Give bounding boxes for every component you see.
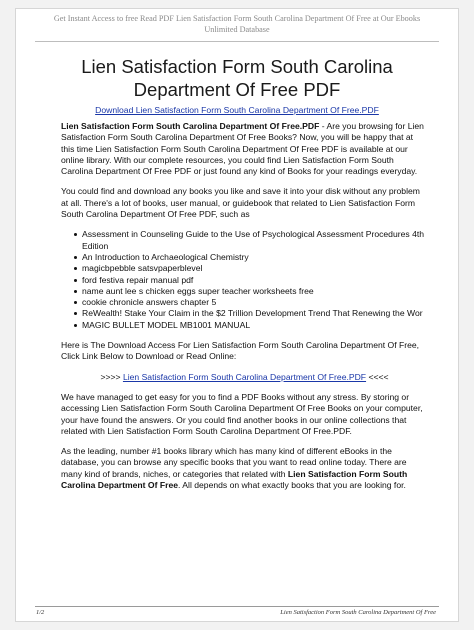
download-link-line xyxy=(61,372,428,383)
intro-text: - Are you browsing for Lien Satisfaction Form South Carolina Department Of Free Books? Now, you will be happy that at this time Lien Satisfaction Form South Carolina Department Of Free PDF is available at our online library. With our complete resources, you could find Lien Satisfaction Form South Carolina Department Of Free PDF or just found any kind of Books for your readings everyday. xyxy=(61,121,424,177)
list-item: MAGIC BULLET MODEL MB1001 MANUAL xyxy=(74,320,428,331)
intro-paragraph xyxy=(61,121,428,177)
document-page xyxy=(15,8,459,622)
list-item: ReWealth! Stake Your Claim in the $2 Trillion Development Trend That Renewing the Wor xyxy=(74,308,428,319)
list-item: ford festiva repair manual pdf xyxy=(74,275,428,286)
link-prefix: >>>> xyxy=(100,371,123,382)
pdf-download-link[interactable]: Lien Satisfaction Form South Carolina Department Of Free.PDF xyxy=(122,371,367,382)
banner-line-1: Get Instant Access to free Read PDF Lien Satisfaction Form South Carolina Department Of Free at Our Ebooks xyxy=(53,14,421,23)
page-title xyxy=(16,55,458,101)
footer-title: Lien Satisfaction Form South Carolina Department Of Free xyxy=(280,609,436,616)
paragraph-3: Here is The Download Access For Lien Satisfaction Form South Carolina Department Of Free, Click Link Below to Download or Read Online: xyxy=(61,340,420,362)
title-line-1: Lien Satisfaction Form South Carolina xyxy=(81,56,393,77)
header-divider xyxy=(35,41,439,42)
title-line-2: Department Of Free PDF xyxy=(133,79,341,100)
paragraph-2: You could find and download any books you like and save it into your disk without any problem at all. There's a lot of books, user manual, or guidebook that related to Lien Satisfaction Form South Carolina Department Of Free PDF, such as xyxy=(61,186,420,220)
top-banner xyxy=(16,13,458,35)
list-item: name aunt lee s chicken eggs super teacher worksheets free xyxy=(74,286,428,297)
paragraph-5-lead: As the leading, number #1 books library which has many kind of different eBooks in the database, you can browse any specific books that you want to read online today. There are many kind of brands, niches, or categories that related with xyxy=(61,446,407,479)
paragraph-5 xyxy=(61,446,428,491)
download-link[interactable]: Download Lien Satisfaction Form South Carolina Department Of Free.PDF xyxy=(95,105,379,115)
list-item: cookie chronicle answers chapter 5 xyxy=(74,297,428,308)
intro-bold: Lien Satisfaction Form South Carolina Department Of Free.PDF xyxy=(61,121,320,131)
list-item: Assessment in Counseling Guide to the Use of Psychological Assessment Procedures 4th Edition xyxy=(74,229,428,252)
paragraph-4: We have managed to get easy for you to find a PDF Books without any stress. By storing or accessing Lien Satisfaction Form South Carolina Department Of Free Books on your computer, your have found the answers. Or you could find another books in our online collections that related with Lien Satisfaction Form South Carolina Department Of Free.PDF. xyxy=(61,391,423,436)
document-body xyxy=(61,121,428,500)
paragraph-5-tail: . All depends on what exactly books that you are looking for. xyxy=(178,480,406,491)
link-suffix: <<<< xyxy=(366,371,389,382)
footer-divider xyxy=(35,606,439,607)
list-item: An Introduction to Archaeological Chemistry xyxy=(74,252,428,263)
page-number: 1/2 xyxy=(36,609,45,616)
paragraph-5-bold: Lien Satisfaction Form South Carolina Department Of Free xyxy=(61,468,408,491)
related-books-list xyxy=(61,229,428,331)
banner-line-2: Unlimited Database xyxy=(204,25,270,34)
list-item: magicbpebble satsvpaperblevel xyxy=(74,263,428,274)
